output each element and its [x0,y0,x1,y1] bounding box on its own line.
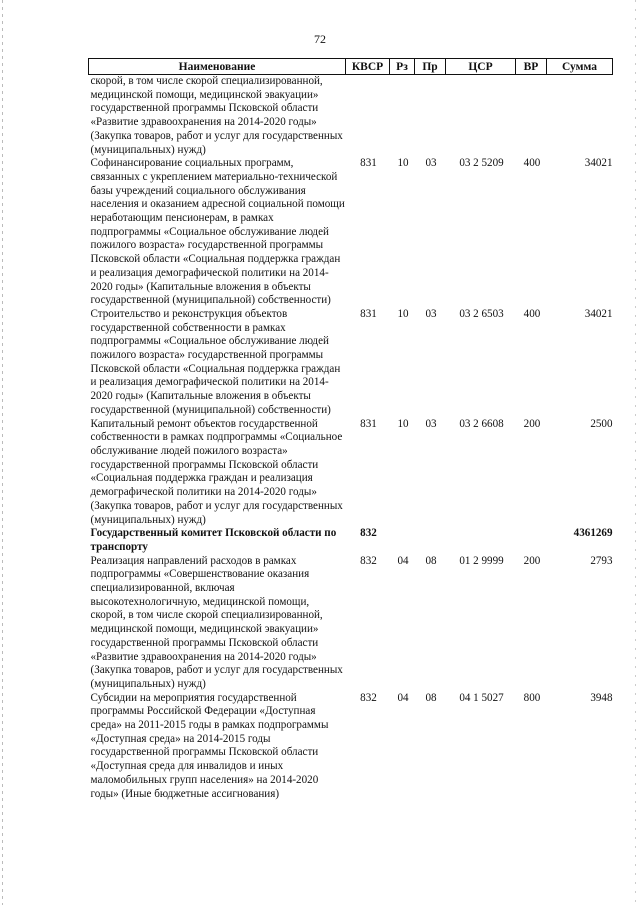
cell-csr: 03 2 6503 [459,307,504,320]
table-row [89,692,613,802]
table-header-row [89,59,613,75]
cell-csr: 03 2 6608 [459,417,504,430]
cell-pr: 08 [425,554,437,567]
cell-sum: 2793 [590,554,613,567]
cell-vr: 400 [523,157,541,170]
cell-kvsr: 832 [360,554,377,567]
header-pr: Пр [415,59,446,75]
header-vr: ВР [516,59,547,75]
cell-kvsr [346,75,390,158]
cell-vr: 200 [523,554,541,567]
cell-sum: 34021 [584,307,613,320]
scan-edge-right [635,0,636,905]
cell-kvsr: 831 [360,307,377,320]
page-number: 72 [314,32,326,46]
cell-csr: 01 2 9999 [459,554,504,567]
cell-name: Государственный комитет Псковской области по транспорту [90,527,337,553]
header-sum: Сумма [547,59,613,75]
cell-kvsr: 832 [360,527,377,540]
cell-vr: 400 [523,307,541,320]
table-row [89,527,613,554]
cell-kvsr: 831 [360,157,377,170]
cell-rz: 04 [397,691,409,704]
cell-sum: 34021 [584,157,613,170]
cell-sum [547,75,613,158]
cell-rz: 10 [397,307,409,320]
cell-sum: 2500 [590,417,613,430]
header-csr: ЦСР [446,59,516,75]
cell-rz: 04 [397,554,409,567]
cell-sum: 4361269 [573,527,613,540]
header-name: Наименование [89,59,346,75]
cell-csr [446,527,516,554]
cell-pr: 03 [425,307,437,320]
cell-pr: 03 [425,417,437,430]
cell-vr: 200 [523,417,541,430]
cell-name: скорой, в том числе скорой специализированной, медицинской помощи, медицинской эвакуации» государственной программы Псковской области «Развитие здравоохранения на 2014-2020 годы» (Закупка товаров, работ и услуг для государственных (муниципальных) нужд) [90,75,343,156]
cell-csr: 04 1 5027 [459,691,504,704]
table-row [89,555,613,692]
table-row [89,75,613,158]
cell-name: Капитальный ремонт объектов государственной собственности в рамках подпрограммы «Социальное обслуживание людей пожилого возраста» государственной программы Псковской области «Социальная поддержка граждан и реализация демографической политики на 2014-2020 годы» (Закупка товаров, работ и услуг для государственных (муниципальных) нужд) [90,417,343,526]
cell-pr: 03 [425,157,437,170]
table-row [89,418,613,528]
table-row [89,308,613,418]
cell-vr [516,527,547,554]
header-rz: Рз [390,59,415,75]
cell-kvsr: 832 [360,691,377,704]
cell-rz [390,527,415,554]
cell-pr [415,75,446,158]
cell-rz [390,75,415,158]
cell-rz: 10 [397,157,409,170]
header-kvsr: КВСР [346,59,390,75]
cell-sum: 3948 [590,691,613,704]
cell-csr [446,75,516,158]
scan-edge-left [2,0,3,905]
cell-name: Строительство и реконструкция объектов государственной собственности в рамках подпрограммы «Социальное обслуживание людей пожилого возраста» государственной программы Псковской области «Социальная поддержка граждан и реализация демографической политики на 2014-2020 годы» (Капитальные вложения в объекты государственной (муниципальной) собственности) [90,307,341,416]
cell-pr [415,527,446,554]
cell-name: Реализация направлений расходов в рамках подпрограммы «Совершенствование оказания специализированной, включая высокотехнологичную, медицинской помощи, скорой, в том числе скорой специализированной, медицинской помощи, медицинской эвакуации» государственной программы Псковской области «Развитие здравоохранения на 2014-2020 годы» (Закупка товаров, работ и услуг для государственных (муниципальных) нужд) [90,554,343,690]
table-row [89,157,613,308]
cell-name: Софинансирование социальных программ, связанных с укреплением материально-технической базы учреждений социального обслуживания населения и оказанием адресной социальной помощи неработающим пенсионерам, в рамках подпрограммы «Социальное обслуживание людей пожилого возраста» государственной программы Псковской области «Социальная поддержка граждан и реализация демографической политики на 2014-2020 годы» (Капитальные вложения в объекты государственной (муниципальной) собственности) [90,157,345,307]
cell-kvsr: 831 [360,417,377,430]
cell-rz: 10 [397,417,409,430]
budget-table [88,58,613,801]
cell-vr [516,75,547,158]
cell-csr: 03 2 5209 [459,157,504,170]
cell-vr: 800 [523,691,541,704]
cell-name: Субсидии на мероприятия государственной программы Российской Федерации «Доступная среда» на 2011-2015 годы в рамках подпрограммы «Доступная среда» на 2014-2015 годы государственной программы Псковской области «Доступная среда для инвалидов и иных маломобильных групп населения» на 2014-2020 годы» (Иные бюджетные ассигнования) [90,691,329,800]
cell-pr: 08 [425,691,437,704]
